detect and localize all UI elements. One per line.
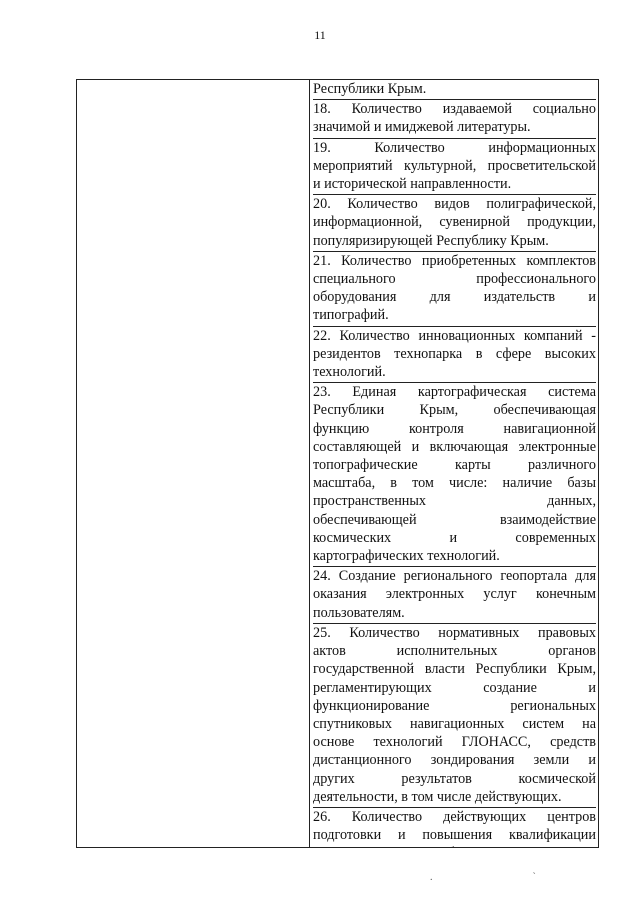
indicator-line: деятельности, в том числе действующих.: [313, 788, 562, 805]
table-right-column: [310, 80, 598, 847]
indicator-item: [313, 808, 596, 847]
indicator-line: картографических технологий.: [313, 548, 500, 565]
indicator-item: [313, 567, 596, 624]
indicator-line: информационной, сувенирной продукции,: [313, 214, 596, 231]
page-number: 11: [314, 28, 326, 42]
indicator-line: регламентирующих создание и: [313, 679, 596, 696]
indicator-item: [313, 139, 596, 196]
indicator-line: 21. Количество приобретенных комплектов: [313, 252, 596, 269]
indicator-line: 25. Количество нормативных правовых: [313, 624, 596, 641]
indicator-line: функцию контроля навигационной: [313, 420, 596, 437]
indicator-line: функционирование региональных: [313, 697, 596, 714]
indicator-line: масштаба, в том числе: наличие базы: [313, 475, 596, 492]
indicator-line: 19. Количество информационных: [313, 139, 596, 156]
indicator-line: [313, 844, 596, 847]
indicator-line: составляющей и включающая электронные: [313, 438, 596, 455]
indicator-item: [313, 252, 596, 327]
indicator-line: популяризирующей Республику Крым.: [313, 232, 549, 249]
indicator-item: [313, 80, 596, 100]
indicator-line: дистанционного зондирования земли и: [313, 752, 596, 769]
indicator-line: Республики Крым, обеспечивающая: [313, 402, 596, 419]
indicator-item: [313, 383, 596, 567]
indicator-item: [313, 624, 596, 808]
indicator-line: 23. Единая картографическая система: [313, 384, 596, 401]
indicator-line: 26. Количество действующих центров: [313, 808, 596, 825]
indicator-line: типографий.: [313, 307, 389, 324]
indicator-line: 20. Количество видов полиграфической,: [313, 196, 596, 213]
indicator-line: специального профессионального: [313, 271, 596, 288]
indicator-line: подготовки и повышения квалификации: [313, 827, 596, 844]
scan-marks: . `: [430, 872, 536, 883]
indicator-item: [313, 327, 596, 384]
indicator-line: и исторической направленности.: [313, 176, 512, 193]
indicator-line: мероприятий культурной, просветительской: [313, 157, 596, 174]
indicator-line: 18. Количество издаваемой социально: [313, 101, 596, 118]
indicator-line: 22. Количество инновационных компаний -: [313, 327, 596, 344]
indicator-line: пространственных данных,: [313, 493, 596, 510]
indicator-line: 24. Создание регионального геопортала для: [313, 568, 596, 585]
indicator-line: пользователям.: [313, 604, 405, 621]
indicators-table: [76, 79, 599, 848]
indicator-line: топографические карты различного: [313, 457, 596, 474]
indicator-line: других результатов космической: [313, 770, 596, 787]
indicator-line: основе технологий ГЛОНАСС, средств: [313, 734, 596, 751]
indicator-line: Республики Крым.: [313, 81, 427, 97]
indicator-line: оборудования для издательств и: [313, 289, 596, 306]
indicator-line: оказания электронных услуг конечным: [313, 586, 596, 603]
indicator-line: значимой и имиджевой литературы.: [313, 119, 531, 136]
indicator-line: государственной власти Республики Крым,: [313, 661, 596, 678]
indicator-item: [313, 100, 596, 138]
indicator-line: обеспечивающей взаимодействие: [313, 511, 596, 528]
indicator-line: актов исполнительных органов: [313, 643, 596, 660]
indicator-item: [313, 195, 596, 252]
table-left-column: [77, 80, 310, 847]
indicator-line: технологий.: [313, 364, 386, 381]
indicator-line: космических и современных: [313, 529, 596, 546]
indicator-line: резидентов технопарка в сфере высоких: [313, 345, 596, 362]
indicator-line: спутниковых навигационных систем на: [313, 715, 596, 732]
